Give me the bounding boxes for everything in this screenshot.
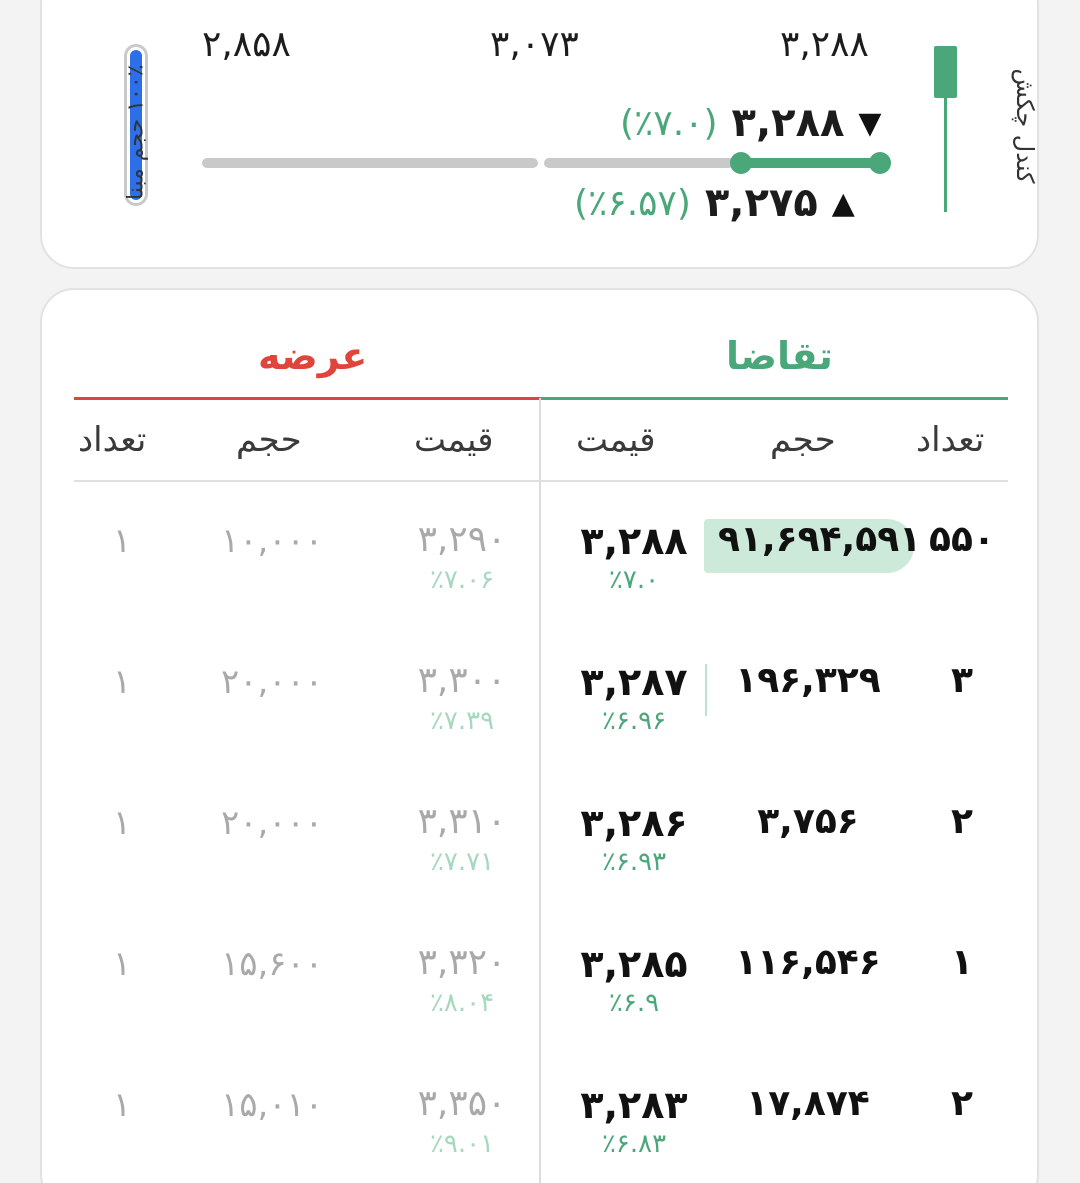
ask-volume: ۲۰,۰۰۰ [220,662,324,702]
ask-price: ۳,۳۰۰ [417,660,507,701]
bid-price: ۳,۲۸۸ [580,519,688,563]
ask-percent: ٪۷.۷۱ [429,847,495,877]
triangle-down-icon: ▼ [858,105,882,141]
bid-price: ۳,۲۸۷ [580,660,688,704]
bid-percent: ٪۶.۸۳ [601,1129,667,1159]
bid-underline [540,397,1008,400]
ask-count: ۱ [112,1085,132,1125]
ask-volume: ۱۵,۶۰۰ [220,944,324,984]
range-tick-min: ۲,۸۵۸ [202,24,291,65]
range-low-handle [730,152,752,174]
bid-volume: ۱۹۶,۳۲۹ [735,660,881,701]
day-low [574,180,855,226]
ask-count-header: تعداد [78,420,147,460]
ask-count: ۱ [112,521,132,561]
bid-price-header: قیمت [576,420,656,460]
order-book-row[interactable] [42,1057,1039,1183]
ask-count: ۱ [112,944,132,984]
range-tick-mid: ۳,۰۷۳ [490,24,579,65]
ask-volume: ۲۰,۰۰۰ [220,803,324,843]
bid-count: ۲ [951,1083,973,1124]
price-range-card [40,0,1039,269]
bid-price: ۳,۲۸۳ [580,1083,688,1127]
ask-count: ۱ [112,662,132,702]
bid-count: ۲ [951,801,973,842]
range-selection [740,158,880,168]
bid-volume-header: حجم [770,420,836,460]
bid-count-header: تعداد [916,420,985,460]
ask-count: ۱ [112,803,132,843]
order-book-row[interactable] [42,493,1039,634]
bid-count: ۳ [951,660,973,701]
ask-percent: ٪۷.۰۶ [429,565,495,595]
range-track [544,158,734,168]
ask-volume: ۱۵,۰۱۰ [220,1085,324,1125]
bid-price: ۳,۲۸۶ [580,801,688,845]
ask-volume-header: حجم [236,420,302,460]
ask-price: ۳,۳۲۰ [417,942,507,983]
ask-underline [74,397,540,400]
day-low-percent: (٪۶.۵۷) [574,182,691,224]
range-track [202,158,538,168]
day-high-value: ۳,۲۸۸ [731,100,845,146]
bid-volume: ۳,۷۵۶ [757,801,859,842]
candle-icon [934,46,957,98]
ask-price: ۳,۲۹۰ [417,519,507,560]
base-volume-label: ۱۰۰٪ حجم مبنا [123,64,149,200]
triangle-up-icon: ▲ [831,185,855,221]
order-book-row[interactable] [42,916,1039,1057]
order-book-row[interactable] [42,775,1039,916]
ask-side-title[interactable]: عرضه [258,334,368,378]
candle-pattern-label: کندل چکش [1011,68,1039,184]
bid-side-title[interactable]: تقاضا [726,334,833,378]
day-high [620,100,881,146]
day-low-value: ۳,۲۷۵ [704,180,818,226]
ask-percent: ٪۹.۰۱ [429,1129,495,1159]
order-book-row[interactable] [42,634,1039,775]
bid-count: ۱ [951,942,973,983]
ask-price-header: قیمت [414,420,494,460]
order-book-card [40,288,1039,1183]
ask-percent: ٪۷.۳۹ [429,706,495,736]
bid-percent: ٪۶.۹۶ [601,706,667,736]
bid-count: ۵۵۰ [929,519,995,560]
range-high-handle [869,152,891,174]
day-high-percent: (٪۷.۰) [620,102,718,144]
bid-price: ۳,۲۸۵ [580,942,688,986]
range-tick-max: ۳,۲۸۸ [780,24,869,65]
header-divider [74,480,1008,482]
bid-percent: ٪۶.۹۳ [601,847,667,877]
ask-volume: ۱۰,۰۰۰ [220,521,324,561]
bid-volume: ۹۱,۶۹۴,۵۹۱ [718,519,922,560]
bid-percent: ٪۶.۹ [608,988,660,1018]
bid-volume: ۱۱۶,۵۴۶ [735,942,881,983]
bid-percent: ٪۷.۰ [608,565,660,595]
bid-volume: ۱۷,۸۷۴ [746,1083,870,1124]
ask-percent: ٪۸.۰۴ [429,988,495,1018]
ask-price: ۳,۳۵۰ [417,1083,507,1124]
ask-price: ۳,۳۱۰ [417,801,507,842]
